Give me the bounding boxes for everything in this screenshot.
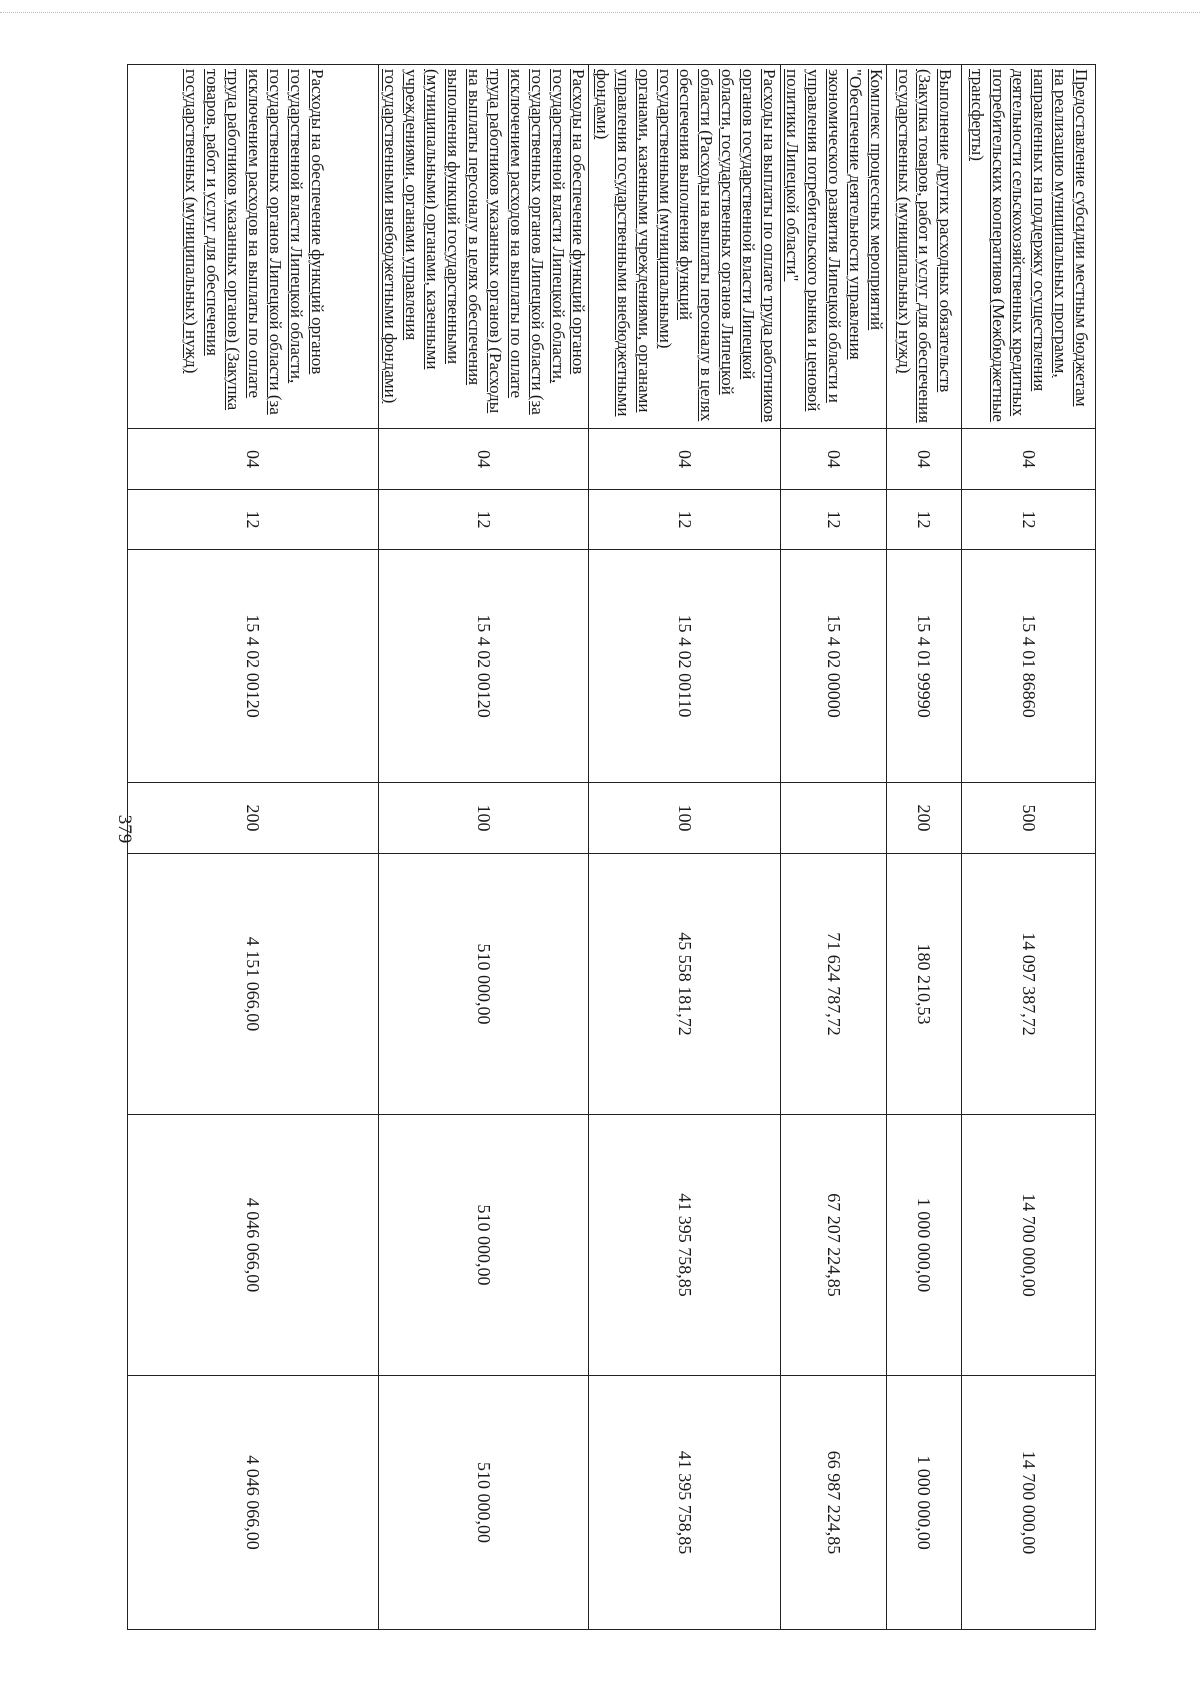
amount-3: 14 700 000,00 [962,1376,1096,1630]
target-article-code: 15 4 01 99990 [887,550,962,783]
amount-1: 45 558 181,72 [589,854,781,1115]
expense-type-code: 500 [962,783,1096,854]
row-description: Предоставление субсидии местным бюджетам на реализацию муниципальных программ, направленных на поддержку осуществления деятельности сельскохозяйственных кредитных потребительских кооперативов (Межбюджетные трансферты) [962,65,1096,429]
section-code: 04 [887,429,962,490]
subsection-code: 12 [379,490,589,550]
table-row [128,65,379,1630]
section-code: 04 [128,429,379,490]
target-article-code: 15 4 02 00000 [781,550,887,783]
table-row [379,65,589,1630]
subsection-code: 12 [589,490,781,550]
budget-table [127,64,1096,1630]
target-article-code: 15 4 01 86860 [962,550,1096,783]
row-description: Расходы на обеспечение функций органов государственной власти Липецкой области, государственных органов Липецкой области (за исключением расходов на выплаты по оплате труда работников указанных органов) (Закупка товаров, работ и услуг для обеспечения государственных (муниципальных) нужд) [128,65,379,429]
amount-2: 14 700 000,00 [962,1115,1096,1376]
amount-3: 66 987 224,85 [781,1376,887,1630]
section-code: 04 [379,429,589,490]
amount-3: 1 000 000,00 [887,1376,962,1630]
amount-3: 510 000,00 [379,1376,589,1630]
amount-2: 67 207 224,85 [781,1115,887,1376]
amount-1: 510 000,00 [379,854,589,1115]
amount-1: 71 624 787,72 [781,854,887,1115]
target-article-code: 15 4 02 00120 [128,550,379,783]
amount-2: 4 046 066,00 [128,1115,379,1376]
row-description: Расходы на выплаты по оплате труда работников органов государственной власти Липецкой области, государственных органов Липецкой области (Расходы на выплаты персоналу в целях обеспечения выполнения функций государственными (муниципальными) органами, казенными учреждениями, органами управления государственными внебюджетными фондами) [589,65,781,429]
subsection-code: 12 [781,490,887,550]
expense-type-code: 100 [589,783,781,854]
subsection-code: 12 [128,490,379,550]
expense-type-code [781,783,887,854]
page-number: 379 [114,814,135,844]
amount-2: 510 000,00 [379,1115,589,1376]
scan-top-edge [0,0,1200,13]
row-description: Комплекс процессных мероприятий "Обеспечение деятельности управления экономического развития Липецкой области и управления потребительского рынка и ценовой политики Липецкой области" [781,65,887,429]
expense-type-code: 200 [887,783,962,854]
expense-type-code: 200 [128,783,379,854]
amount-1: 14 097 387,72 [962,854,1096,1115]
amount-1: 4 151 066,00 [128,854,379,1115]
table-row [589,65,781,1630]
section-code: 04 [781,429,887,490]
target-article-code: 15 4 02 00110 [589,550,781,783]
subsection-code: 12 [962,490,1096,550]
expense-type-code: 100 [379,783,589,854]
amount-3: 4 046 066,00 [128,1376,379,1630]
row-description: Выполнение других расходных обязательств (Закупка товаров, работ и услуг для обеспечения государственных (муниципальных) нужд) [887,65,962,429]
subsection-code: 12 [887,490,962,550]
budget-table-rotated [139,64,1096,1629]
table-row [781,65,887,1630]
row-description: Расходы на обеспечение функций органов государственной власти Липецкой области, государственных органов Липецкой области (за исключением расходов на выплаты по оплате труда работников указанных органов) (Расходы на выплаты персоналу в целях обеспечения выполнения функций государственными (муниципальными) органами, казенными учреждениями, органами управления государственными внебюджетными фондами) [379,65,589,429]
table-row [962,65,1096,1630]
amount-2: 1 000 000,00 [887,1115,962,1376]
table-row [887,65,962,1630]
budget-table-frame [139,64,1096,1629]
amount-3: 41 395 758,85 [589,1376,781,1630]
target-article-code: 15 4 02 00120 [379,550,589,783]
section-code: 04 [962,429,1096,490]
section-code: 04 [589,429,781,490]
amount-2: 41 395 758,85 [589,1115,781,1376]
amount-1: 180 210,53 [887,854,962,1115]
